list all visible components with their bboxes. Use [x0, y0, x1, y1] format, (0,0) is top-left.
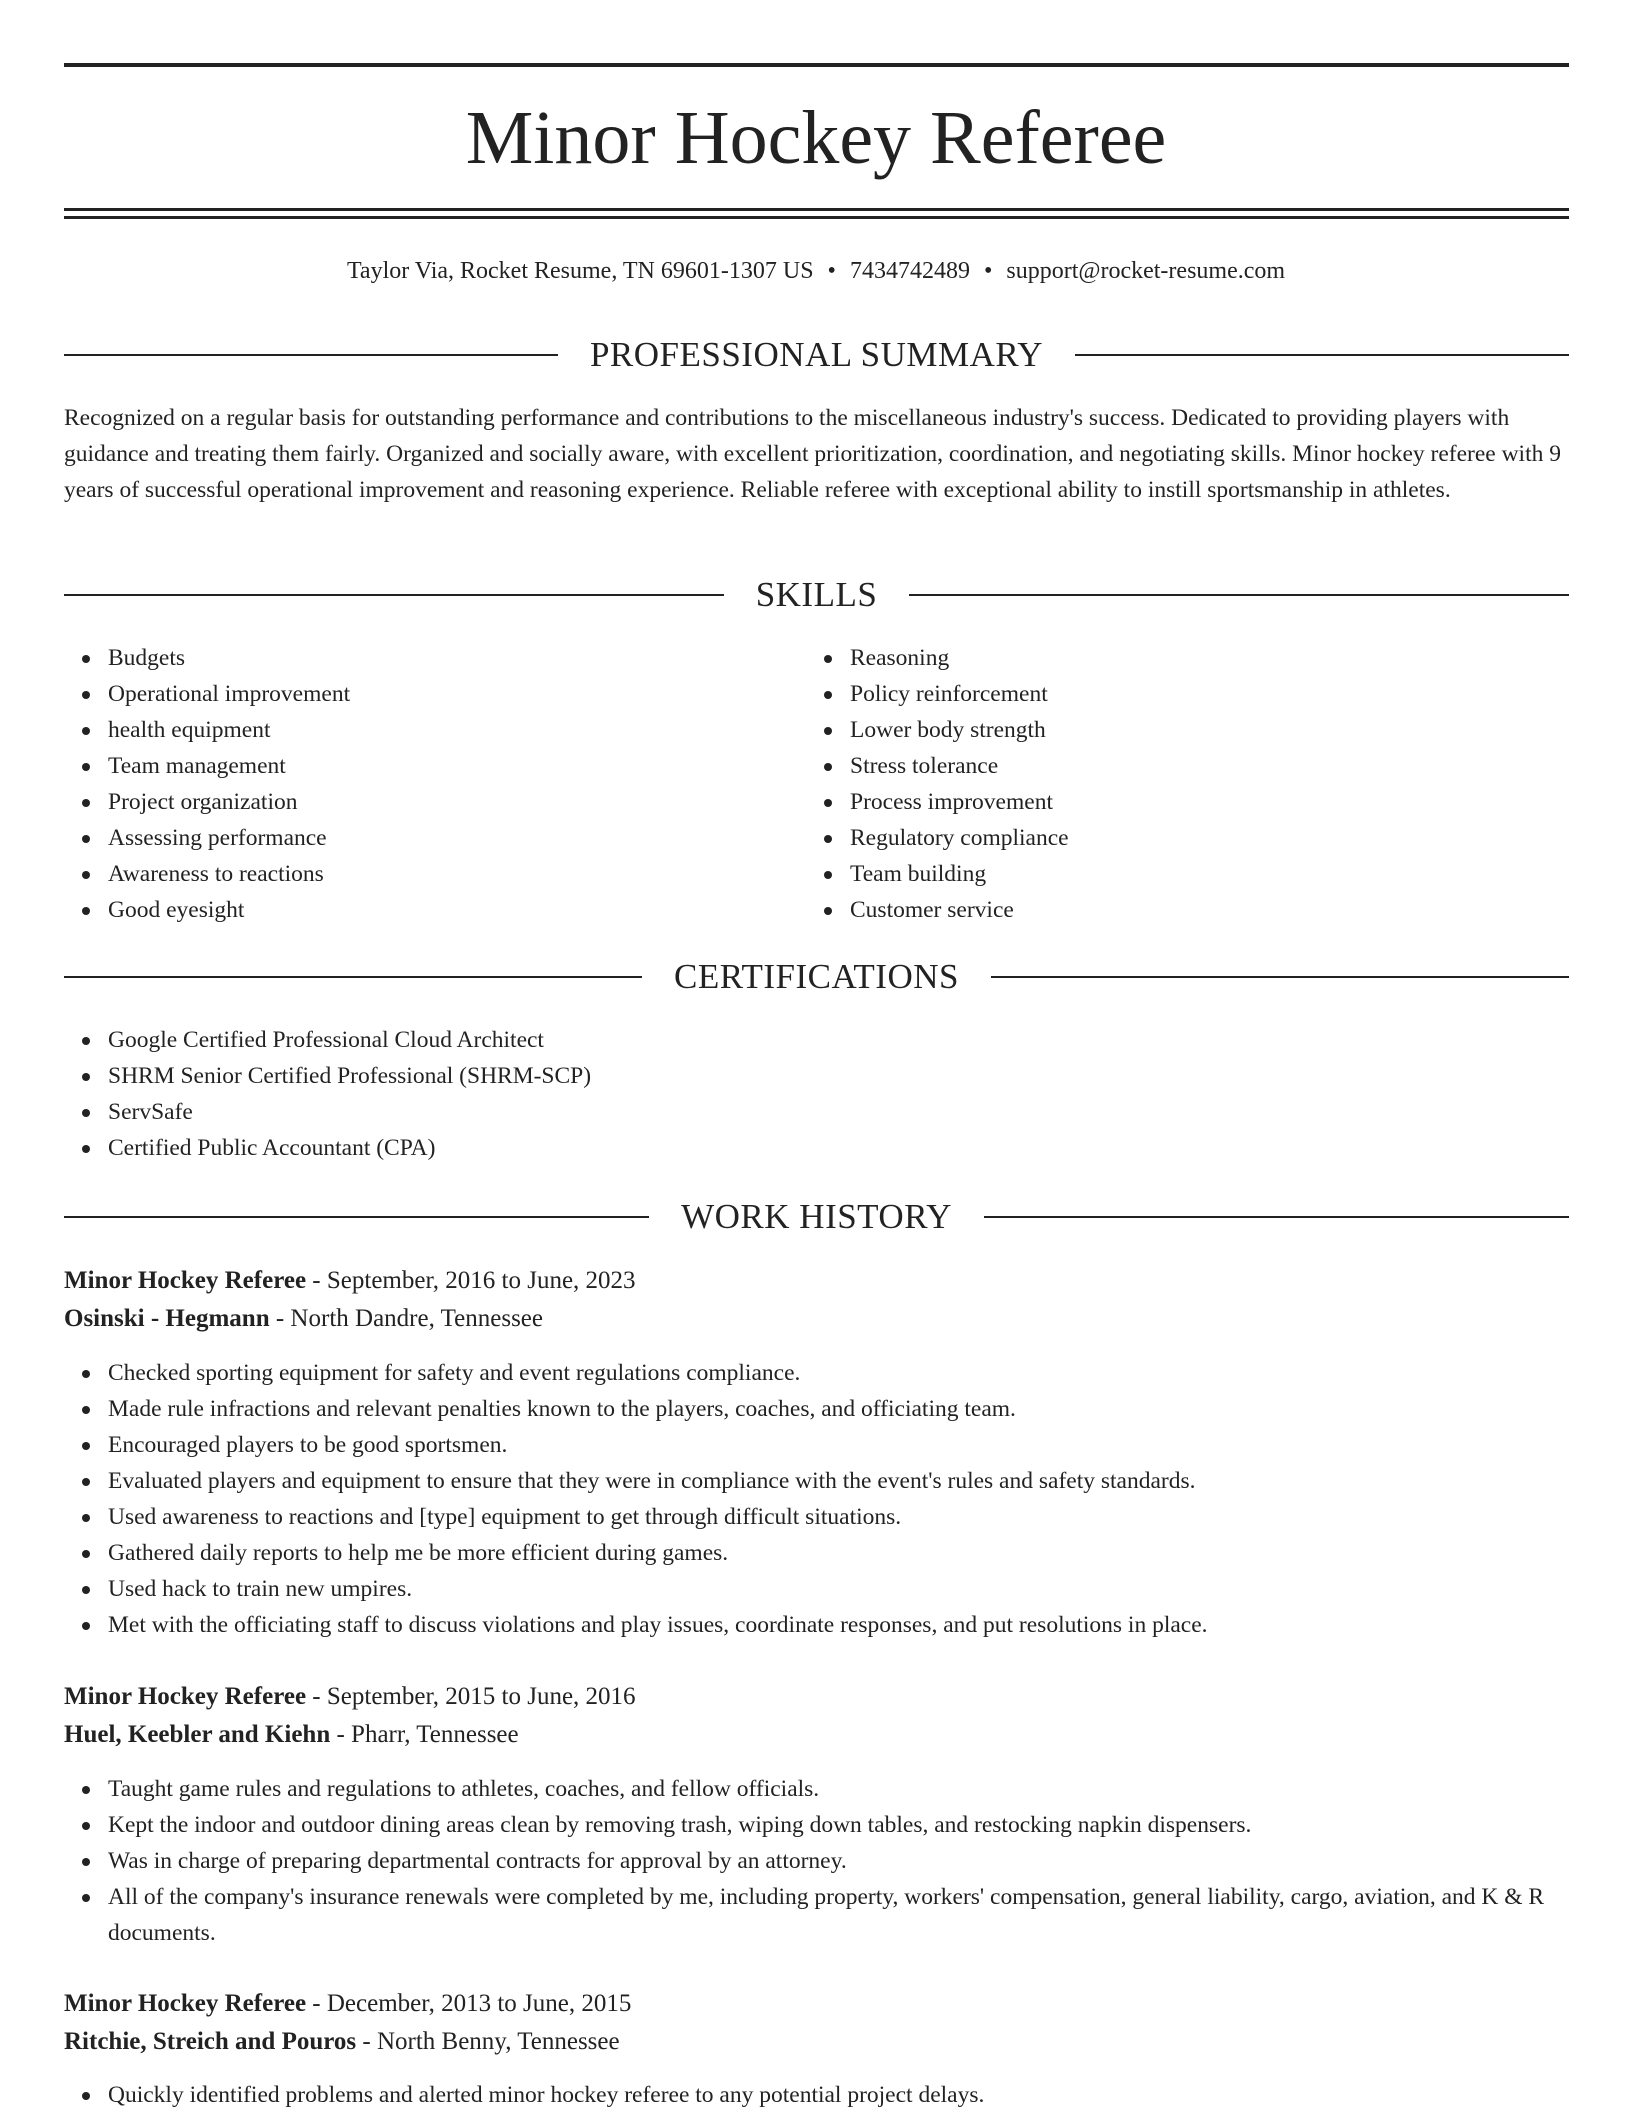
skill-item: Project organization — [108, 784, 808, 820]
section-title: SKILLS — [755, 575, 878, 614]
job-company-line — [64, 1716, 1569, 1754]
section-heading-work-history — [64, 1195, 1569, 1239]
skills-list-left — [64, 640, 808, 928]
skill-item: Policy reinforcement — [850, 676, 1550, 712]
job-company: Huel, Keebler and Kiehn — [64, 1721, 331, 1748]
contact-email: support@rocket-resume.com — [1006, 258, 1286, 284]
skill-item: Assessing performance — [108, 820, 808, 856]
job-duty-item: Encouraged players to be good sportsmen. — [108, 1427, 1613, 1463]
job-duty-item: All of the company's insurance renewals were completed by me, including property, workers' compensation, general liability, cargo, aviation, and K & R documents. — [108, 1879, 1613, 1951]
contact-separator: • — [827, 258, 836, 284]
job-dates: - December, 2013 to June, 2015 — [306, 1990, 632, 2017]
job-duties-list — [64, 2077, 1613, 2113]
contact-separator: • — [983, 258, 993, 284]
skills-list-right — [806, 640, 1550, 928]
heading-rule — [64, 594, 724, 596]
section-heading-skills — [64, 573, 1569, 617]
job-duty-item: Checked sporting equipment for safety and event regulations compliance. — [108, 1355, 1613, 1391]
certification-item: SHRM Senior Certified Professional (SHRM-SCP) — [108, 1058, 1508, 1094]
job-duty-item: Evaluated players and equipment to ensure that they were in compliance with the event's rules and safety standards. — [108, 1463, 1613, 1499]
job-duty-item: Met with the officiating staff to discuss violations and play issues, coordinate responses, and put resolutions in place. — [108, 1607, 1613, 1643]
job-duty-item: Kept the indoor and outdoor dining areas clean by removing trash, wiping down tables, and restocking napkin dispensers. — [108, 1807, 1613, 1843]
skill-item: health equipment — [108, 712, 808, 748]
skill-item: Regulatory compliance — [850, 820, 1550, 856]
certifications-list — [64, 1022, 1508, 1166]
job-duties-list — [64, 1355, 1613, 1643]
section-heading-summary — [64, 333, 1569, 377]
title-double-rule-lower — [64, 216, 1569, 219]
heading-rule — [64, 354, 558, 356]
skill-item: Team management — [108, 748, 808, 784]
heading-rule — [64, 976, 642, 978]
skill-item: Lower body strength — [850, 712, 1550, 748]
job-title: Minor Hockey Referee — [64, 1990, 307, 2017]
skill-item: Good eyesight — [108, 892, 808, 928]
certification-item: Google Certified Professional Cloud Architect — [108, 1022, 1508, 1058]
skill-item: Customer service — [850, 892, 1550, 928]
title-double-rule-upper — [64, 208, 1569, 211]
job-duty-item: Made rule infractions and relevant penalties known to the players, coaches, and officiating team. — [108, 1391, 1613, 1427]
skill-item: Stress tolerance — [850, 748, 1550, 784]
skill-item: Awareness to reactions — [108, 856, 808, 892]
certification-item: ServSafe — [108, 1094, 1508, 1130]
summary-text: Recognized on a regular basis for outstanding performance and contributions to the miscellaneous industry's success. Dedicated to providing players with guidance and treating them fairly. Organized and socially aware, with excellent prioritization, coordination, and negotiating skills. Minor hockey referee with 9 years of successful operational improvement and reasoning experience. Reliable referee with exceptional ability to instill sportsmanship in athletes. — [64, 405, 1561, 503]
section-title: WORK HISTORY — [681, 1197, 952, 1236]
job-duty-item: Gathered daily reports to help me be more efficient during games. — [108, 1535, 1613, 1571]
heading-rule — [64, 1216, 649, 1218]
section-title: PROFESSIONAL SUMMARY — [589, 335, 1044, 374]
job-company: Ritchie, Streich and Pouros — [64, 2028, 357, 2055]
contact-address: Taylor Via, Rocket Resume, TN 69601-1307 US — [346, 258, 814, 284]
heading-rule — [991, 976, 1569, 978]
job-dates: - September, 2015 to June, 2016 — [306, 1683, 636, 1710]
certification-item: Certified Public Accountant (CPA) — [108, 1130, 1508, 1166]
job-location: - North Benny, Tennessee — [356, 2028, 620, 2055]
job-duty-item: Quickly identified problems and alerted minor hockey referee to any potential project delays. — [108, 2077, 1613, 2113]
section-heading-certifications — [64, 955, 1569, 999]
job-duty-item: Was in charge of preparing departmental contracts for approval by an attorney. — [108, 1843, 1613, 1879]
heading-rule — [1075, 354, 1569, 356]
job-duty-item: Taught game rules and regulations to athletes, coaches, and fellow officials. — [108, 1771, 1613, 1807]
job-company-line — [64, 2023, 1569, 2061]
heading-rule — [984, 1216, 1569, 1218]
page-title: Minor Hockey Referee — [465, 96, 1167, 180]
heading-rule — [909, 594, 1569, 596]
skill-item: Process improvement — [850, 784, 1550, 820]
top-rule — [64, 63, 1569, 67]
skill-item: Budgets — [108, 640, 808, 676]
skill-item: Reasoning — [850, 640, 1550, 676]
skill-item: Operational improvement — [108, 676, 808, 712]
job-dates: - September, 2016 to June, 2023 — [306, 1267, 636, 1294]
job-company-line — [64, 1300, 1569, 1338]
job-title: Minor Hockey Referee — [64, 1267, 307, 1294]
job-title-line — [64, 1678, 1569, 1716]
job-location: - North Dandre, Tennessee — [269, 1305, 543, 1332]
job-title: Minor Hockey Referee — [64, 1683, 307, 1710]
job-title-line — [64, 1985, 1569, 2023]
contact-phone: 7434742489 — [849, 258, 970, 284]
job-duties-list — [64, 1771, 1613, 1951]
job-duty-item: Used hack to train new umpires. — [108, 1571, 1613, 1607]
section-title: CERTIFICATIONS — [674, 957, 959, 996]
job-company: Osinski - Hegmann — [64, 1305, 270, 1332]
skill-item: Team building — [850, 856, 1550, 892]
job-location: - Pharr, Tennessee — [330, 1721, 519, 1748]
job-title-line — [64, 1262, 1569, 1300]
contact-line — [0, 254, 1632, 288]
job-duty-item: Used awareness to reactions and [type] equipment to get through difficult situations. — [108, 1499, 1613, 1535]
